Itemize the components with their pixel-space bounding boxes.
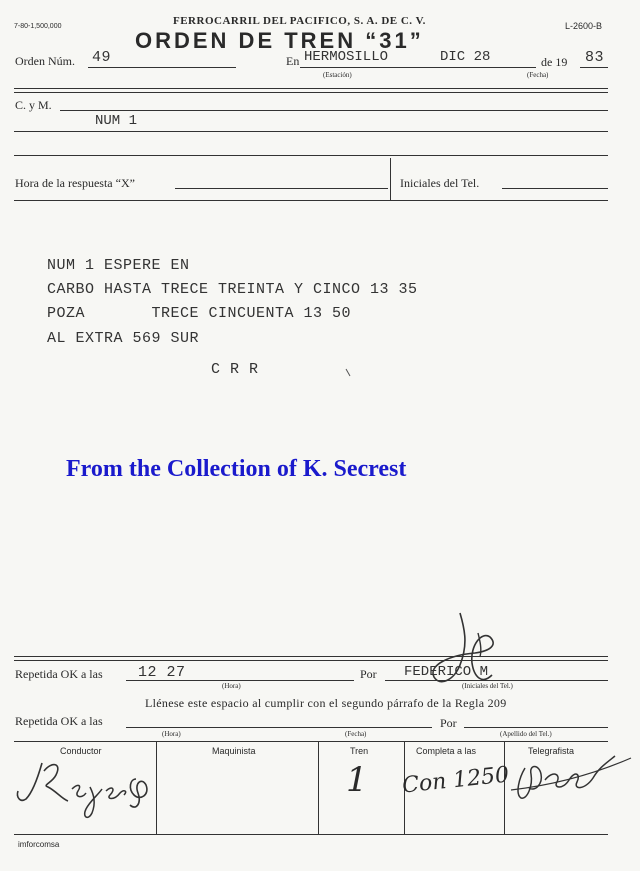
repeat1-label: Repetida OK a las xyxy=(15,667,103,681)
repeat2-name-caption: (Apellido del Tel.) xyxy=(500,730,552,738)
repeat2-hora-caption: (Hora) xyxy=(162,730,181,738)
collection-watermark: From the Collection of K. Secrest xyxy=(66,456,407,482)
station-underline xyxy=(300,67,536,68)
date-value: DIC 28 xyxy=(440,49,491,65)
dispatcher-signature-icon xyxy=(420,605,510,697)
response-label: Hora de la respuesta “X” xyxy=(15,176,135,190)
divider xyxy=(14,660,608,661)
stray-mark xyxy=(346,369,351,376)
repeat1-time: 12 27 xyxy=(138,664,186,681)
cym-label: C. y M. xyxy=(15,98,52,112)
divider xyxy=(14,92,608,93)
table-header-telegrafista: Telegrafista xyxy=(528,746,575,756)
table-header-maquinista: Maquinista xyxy=(212,746,256,756)
repeat1-by: FEDERICO M xyxy=(404,664,489,680)
company-name: FERROCARRIL DEL PACIFICO, S. A. DE C. V. xyxy=(173,15,426,27)
order-num-label: Orden Núm. xyxy=(15,54,75,68)
table-header-conductor: Conductor xyxy=(60,746,102,756)
repeat1-initials-caption: (Iniciales del Tel.) xyxy=(462,682,513,690)
divider xyxy=(14,200,608,201)
en-label: En xyxy=(286,54,300,68)
cym-value: NUM 1 xyxy=(95,113,138,129)
repeat2-por-label: Por xyxy=(440,716,457,730)
repeat2-por-underline xyxy=(464,727,608,728)
telegrafista-signature-icon xyxy=(505,738,635,808)
repeat2-underline xyxy=(126,727,432,728)
order-line-4: AL EXTRA 569 SUR xyxy=(47,330,200,347)
order-line-3: POZA TRECE CINCUENTA 13 50 xyxy=(47,305,352,322)
table-bottom-line xyxy=(14,834,608,835)
repeat1-por-label: Por xyxy=(360,667,377,681)
year-label: de 19 xyxy=(541,55,568,69)
page-title: ORDEN DE TREN “31” xyxy=(135,28,424,53)
order-num-value: 49 xyxy=(92,49,112,66)
divider xyxy=(14,88,608,89)
repeat2-label: Repetida OK a las xyxy=(15,714,103,728)
form-code: L-2600-B xyxy=(565,21,603,31)
initials-label: Iniciales del Tel. xyxy=(400,176,480,190)
initials-underline xyxy=(502,188,608,189)
table-column-divider xyxy=(318,741,319,834)
station-caption: (Estación) xyxy=(323,71,352,79)
cym-line xyxy=(14,155,608,156)
table-header-completa: Completa a las xyxy=(416,746,477,756)
conductor-signature-icon xyxy=(12,755,158,827)
fill-note: Llénese este espacio al cumplir con el segundo párrafo de la Regla 209 xyxy=(145,696,507,710)
completa-value: Con 1250 xyxy=(400,762,511,799)
cym-underline xyxy=(60,110,608,111)
order-line-2: CARBO HASTA TRECE TREINTA Y CINCO 13 35 xyxy=(47,281,418,298)
table-header-tren: Tren xyxy=(350,746,369,756)
divider xyxy=(14,656,608,657)
year-underline xyxy=(580,67,608,68)
print-code: 7-80-1,500,000 xyxy=(14,23,62,30)
order-num-underline xyxy=(88,67,236,68)
order-line-1: NUM 1 ESPERE EN xyxy=(47,257,190,274)
repeat1-underline xyxy=(126,680,354,681)
printer-imprint: imforcomsa xyxy=(18,840,60,849)
date-caption: (Fecha) xyxy=(527,71,549,79)
repeat2-fecha-caption: (Fecha) xyxy=(345,730,367,738)
repeat1-hora-caption: (Hora) xyxy=(222,682,241,690)
response-underline xyxy=(175,188,388,189)
signoff: C R R xyxy=(211,361,259,378)
response-divider xyxy=(390,158,391,200)
year-value: 83 xyxy=(585,49,605,66)
station-value: HERMOSILLO xyxy=(304,49,389,65)
tren-value: 1 xyxy=(346,760,368,800)
cym-line xyxy=(14,131,608,132)
